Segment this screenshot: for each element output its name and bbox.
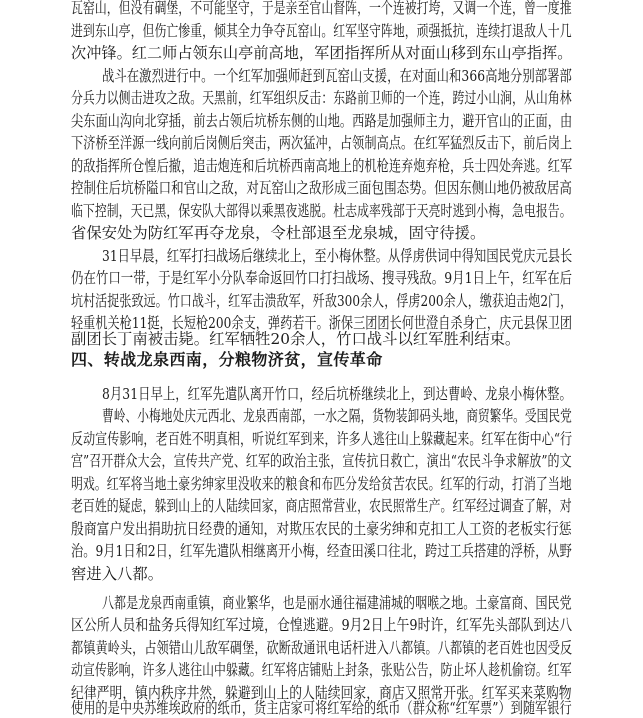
text-line: 反动宣传影响，老百姓不明真相，听说红军到来，许多人逃往山上躲藏起来。红军在街中心“行 xyxy=(71,430,573,448)
text-line: 都镇黄岭头，占领错山儿敌军碉堡，砍断敌通讯电话杆进入八都镇。八都镇的老百姓也因受反 xyxy=(71,639,573,657)
text-line: 轻重机关枪11挺，长短枪200余支，弹药若干。浙保三团团长何世澄自杀身亡，庆元县保卫团 xyxy=(71,314,573,332)
text-line: 控制住后坑桥隘口和官山之敌，对瓦窑山之敌形成三面包围态势。但因东侧山地仍被敌居高 xyxy=(71,179,572,197)
text-line: 动宣传影响，许多人逃往山中躲藏。红军将店铺贴上封条，张贴公告，防止坏人趁机偷窃。红军 xyxy=(71,661,572,679)
text-line: 仍在竹口一带，于是红军小分队奉命返回竹口打扫战场、搜寻残敌。9月1日上午，红军在后 xyxy=(71,269,573,287)
text-line: 31日早晨，红军打扫战场后继续北上，至小梅休整。从俘虏供词中得知国民党庆元县长 xyxy=(102,247,573,265)
text-line: 战斗在激烈进行中。一个红军加强师赶到瓦窑山支援，在对面山和366高地分别部署部 xyxy=(102,67,572,85)
text-line: 次冲锋。红二师占领东山亭前高地，军团指挥所从对面山移到东山亭指挥。 xyxy=(71,44,573,62)
text-line: 八都是龙泉西南重镇，商业繁华，也是丽水通往福建浦城的咽喉之地。土豪富商、国民党 xyxy=(102,594,572,612)
text-line: 副团长丁南被击毙。红军牺牲20余人，竹口战斗以红军胜利结束。 xyxy=(71,330,521,348)
text-line: 省保安处为防红军再夺龙泉，令杜部退至龙泉城，固守待援。 xyxy=(71,224,486,242)
text-line: 8月31日早上，红军先遣队离开竹口，经后坑桥继续北上，到达曹岭、龙泉小梅休整。 xyxy=(102,385,572,403)
text-line: 使用的是中央苏维埃政府的纸币，货主店家可将红军给的纸币（群众称“红军票”）到随军银行 xyxy=(71,699,572,717)
text-line: 坑村活捉张致远。竹口战斗，红军击溃敌军，歼敌300余人，俘虏200余人，缴获迫击炮2门， xyxy=(71,292,573,310)
text-line: 临下控制，天已黑，保安队大部得以乘黑夜逃脱。杜志成率残部于天亮时逃到小梅，急电报告。 xyxy=(71,202,572,220)
text-line: 宫”召开群众大会，宣传共产党、红军的政治主张，宣传抗日救亡，演出“农民斗争求解放”的文 xyxy=(71,452,572,470)
text-line: 进到东山亭，但伤亡惨重，倾其全力争夺瓦窑山。红军坚守阵地，顽强抵抗，连续打退敌人十几 xyxy=(71,22,572,40)
text-line: 明戏。红军将当地土豪劣绅家里没收来的粮食和布匹分发给贫苦农民。红军的行动，打消了当地 xyxy=(71,475,572,493)
text-line: 治。9月1日和2日，红军先遣队相继离开小梅，经查田溪口往北，跨过工兵搭建的浮桥，从野 xyxy=(71,542,572,560)
text-line: 老百姓的疑虑，躲到山上的人陆续回家，商店照常营业，农民照常生产。红军经过调查了解，对 xyxy=(71,497,572,515)
text-line: 曹岭、小梅地处庆元西北、龙泉西南部，一水之隔，货物装卸码头地，商贸繁华。受国民党 xyxy=(102,407,572,425)
text-line: 窖进入八都。 xyxy=(71,565,164,583)
text-line: 殷商富户发出捐助抗日经费的通知，对欺压农民的土豪劣绅和克扣工人工资的老板实行惩 xyxy=(71,520,572,538)
text-line: 的敌指挥所仓惶后撤，追击炮连和后坑桥西南高地上的机枪连弃炮弃枪，兵士四处奔逃。红军 xyxy=(71,157,573,175)
text-line: 尖东面山沟向北穿插，前去占领后坑桥东侧的山地。西路是加强师主力，避开官山的正面，由 xyxy=(71,112,573,130)
text-line: 下济桥至洋源一线向前后岗侧后突击，两次猛冲，占领制高点。在红军猛烈反击下，前后岗上 xyxy=(71,134,573,152)
text-line: 区公所人员和盐务兵得知红军过境，仓惶逃避。9月2日上午9时许，红军先头部队到达八 xyxy=(71,616,573,634)
text-line: 瓦窑山，但没有碉堡，不可能坚守，于是亲至官山督阵，一个连被打垮，又调一个连，曾一度推 xyxy=(71,0,572,17)
text-line: 纪律严明，镇内秩序井然，躲避到山上的人陆续回家，商店又照常开张。红军买来菜购物 xyxy=(71,684,572,702)
section-heading: 四、转战龙泉西南，分粮物济贫，宣传革命 xyxy=(71,350,383,369)
text-line: 分兵力以侧击进攻之敌。天黑前，红军组织反击：东路前卫师的一个连，跨过小山涧，从山角林 xyxy=(71,89,572,107)
